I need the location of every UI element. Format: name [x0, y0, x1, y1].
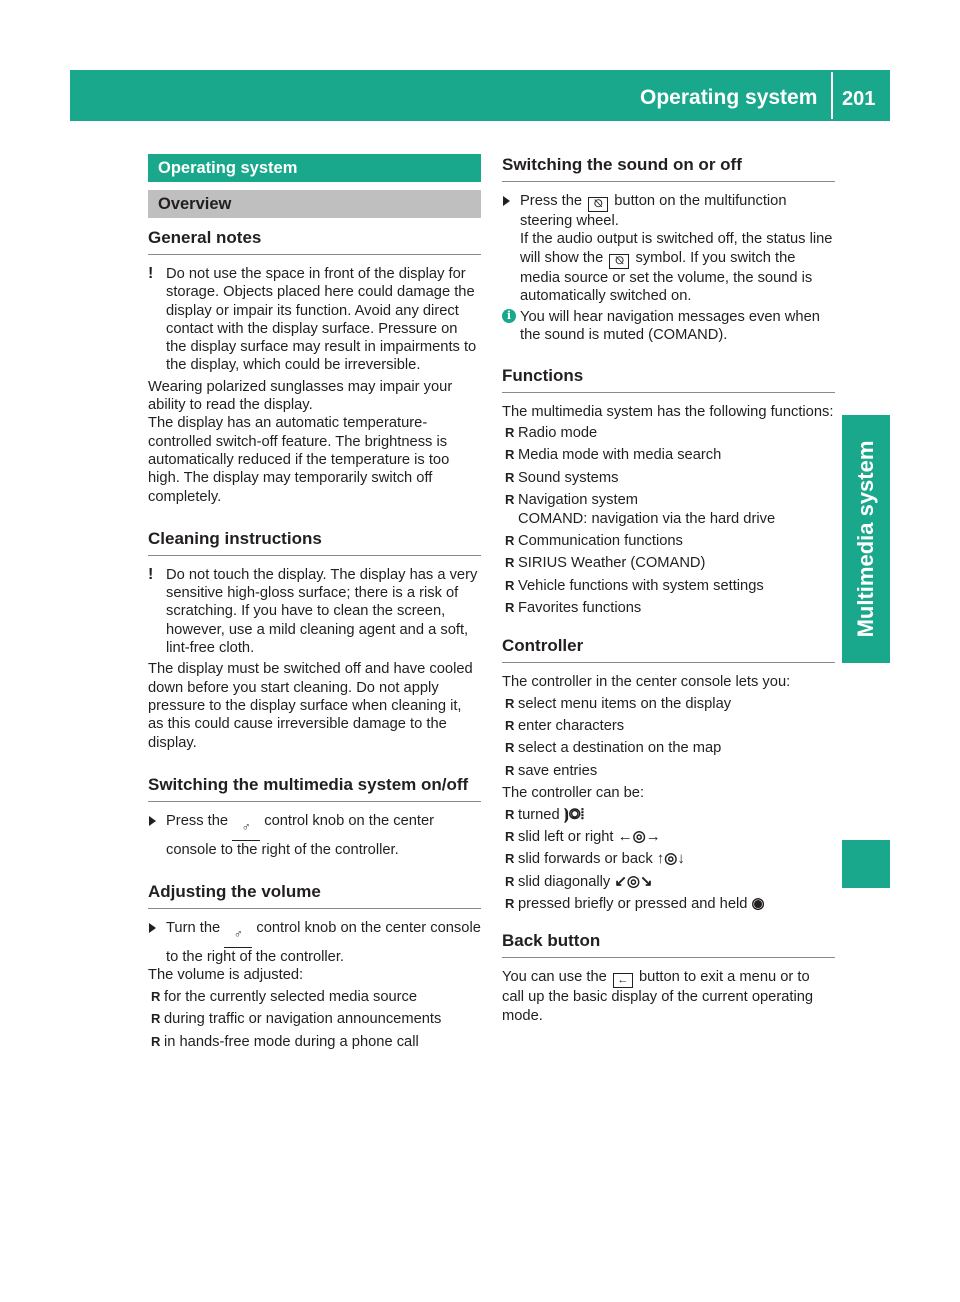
list-item: R slid left or right ←◎→ [505, 827, 661, 845]
list-item: R Favorites functions [505, 600, 642, 617]
bullet-icon: R [505, 718, 515, 734]
paragraph: The multimedia system has the following functions: [502, 403, 834, 420]
heading-cleaning: Cleaning instructions [148, 528, 481, 556]
bullet-icon: R [505, 425, 515, 441]
controller-list [502, 695, 835, 780]
list-item: R in hands-free mode during a phone call [151, 1033, 419, 1050]
controller-slide-lr-icon: ←◎→ [617, 827, 661, 845]
controller-press-icon: ◉ [751, 895, 765, 913]
subsection-title: Overview [148, 190, 481, 218]
info-icon: i [502, 309, 516, 323]
step-arrow-icon [149, 923, 156, 933]
bullet-icon: R [151, 1033, 161, 1049]
heading-general-notes: General notes [148, 227, 481, 255]
list-item: R Radio mode [505, 425, 598, 442]
bullet-icon: R [505, 532, 515, 548]
step [148, 919, 481, 966]
list-item: R for the currently selected media source [151, 988, 418, 1005]
list-item: R select menu items on the display [505, 695, 732, 712]
bullet-icon: R [505, 492, 515, 508]
bullet-icon: R [505, 447, 515, 463]
list-item: R Vehicle functions with system settings [505, 577, 764, 594]
bullet-icon: R [505, 851, 515, 867]
heading-functions: Functions [502, 365, 835, 393]
bullet-icon: R [505, 600, 515, 616]
bullet-icon: R [151, 988, 161, 1004]
heading-volume: Adjusting the volume [148, 881, 481, 909]
knob-icon: ♂ [232, 818, 260, 841]
paragraph: The display has an automatic temperature-controlled switch-off feature. The brightness is automatically reduced if the temperature is too high. The display may temporarily switch off completely. [148, 415, 450, 505]
warning-note [148, 265, 481, 375]
bullet-icon: R [505, 695, 515, 711]
paragraph: The volume is adjusted: [148, 967, 304, 984]
list-item: R turned ⦘◎⦙ [505, 805, 585, 823]
list-item: R pressed briefly or pressed and held ◉ [505, 895, 765, 913]
page-number: 201 [842, 88, 876, 110]
heading-switching: Switching the multimedia system on/off [148, 774, 481, 802]
list-item: R during traffic or navigation announcements [151, 1011, 442, 1028]
warning-text: Do not touch the display. The display has a very sensitive high-gloss surface; there is a risk of scratching. If you have to clean the screen, however, use a mild cleaning agent and a soft, lint-free cloth. [166, 566, 478, 657]
bullet-icon: R [505, 873, 515, 889]
heading-back-button: Back button [502, 930, 835, 958]
warning-icon: ! [148, 565, 154, 583]
list-item: R Communication functions [505, 532, 683, 549]
list-item: R Sound systems [505, 469, 619, 486]
controller-turn-icon: ⦘◎⦙ [563, 805, 585, 823]
side-tab-label: Multimedia system [853, 440, 878, 638]
right-column [502, 154, 835, 1025]
bullet-icon: R [505, 896, 515, 912]
mute-icon: ⦰ [588, 197, 608, 212]
header-separator [831, 72, 833, 119]
step-arrow-icon [503, 196, 510, 206]
paragraph: You can use the ← button to exit a menu or to call up the basic display of the current operating mode. [502, 969, 814, 1024]
side-marker [842, 840, 890, 888]
step-arrow-icon [149, 816, 156, 826]
controller-slide-fb-icon: ↑◎↓ [656, 850, 685, 868]
bullet-icon: R [505, 806, 515, 822]
step-text-b: control knob on the center console to the right of the controller. [166, 812, 435, 858]
warning-note [148, 566, 481, 657]
bullet-icon: R [151, 1011, 161, 1027]
list-item: R enter characters [505, 718, 625, 735]
warning-icon: ! [148, 265, 154, 282]
warning-text: Do not use the space in front of the display for storage. Objects placed here could damage the display or impair its function. Avoid any direct contact with the display surface. Pressure on the display surface may result in impairments to the display, which could be irreversible. [166, 266, 477, 374]
section-title: Operating system [148, 154, 481, 182]
heading-sound: Switching the sound on or off [502, 154, 835, 182]
header-title: Operating system [640, 86, 818, 109]
bullet-icon: R [505, 555, 515, 571]
list-item-sub: COMAND: navigation via the hard drive [518, 510, 776, 527]
heading-controller: Controller [502, 635, 835, 663]
list-item: R Media mode with media search [505, 447, 722, 464]
paragraph: The controller in the center console lets you: [502, 674, 791, 691]
volume-list [148, 988, 481, 1051]
bullet-icon: R [505, 469, 515, 485]
info-text: You will hear navigation messages even when the sound is muted (COMAND). [520, 309, 820, 344]
paragraph: Wearing polarized sunglasses may impair your ability to read the display. [148, 378, 453, 414]
list-item: R SIRIUS Weather (COMAND) [505, 555, 706, 572]
controller-slide-diag-icon: ↙◎↘ [614, 872, 653, 890]
list-item: R slid forwards or back ↑◎↓ [505, 850, 685, 868]
functions-list [502, 424, 835, 617]
step-text-a: Press the [166, 812, 229, 829]
bullet-icon: R [505, 762, 515, 778]
step: Press the ⦰ button on the multifunction steering wheel. If the audio output is switched off, the status line will show the ⦰ symbol. If you switch the media source or set the volume, the sound is automatically switched on. [502, 192, 835, 305]
list-item: R slid diagonally ↙◎↘ [505, 872, 653, 890]
list-item: R select a destination on the map [505, 740, 722, 757]
mute-icon: ⦰ [609, 254, 629, 269]
knob-icon: ♂ [224, 925, 252, 948]
bullet-icon: R [505, 740, 515, 756]
step [148, 812, 481, 859]
back-icon: ← [613, 973, 633, 988]
step-text-b: control knob on the center console to the right of the controller. [166, 920, 481, 966]
paragraph: The display must be switched off and have cooled down before you start cleaning. Do not apply pressure to the display surface when cleaning it, as this could cause irreversible damage to the display. [148, 661, 473, 751]
step-text-a: Turn the [166, 920, 221, 937]
left-column [148, 154, 481, 1055]
controller-moves-list [502, 806, 835, 914]
paragraph: The controller can be: [502, 785, 645, 802]
bullet-icon: R [505, 577, 515, 593]
list-item: R Navigation system COMAND: navigation via the hard drive [505, 492, 776, 527]
bullet-icon: R [505, 828, 515, 844]
list-item: R save entries [505, 762, 598, 779]
info-note [502, 308, 835, 345]
